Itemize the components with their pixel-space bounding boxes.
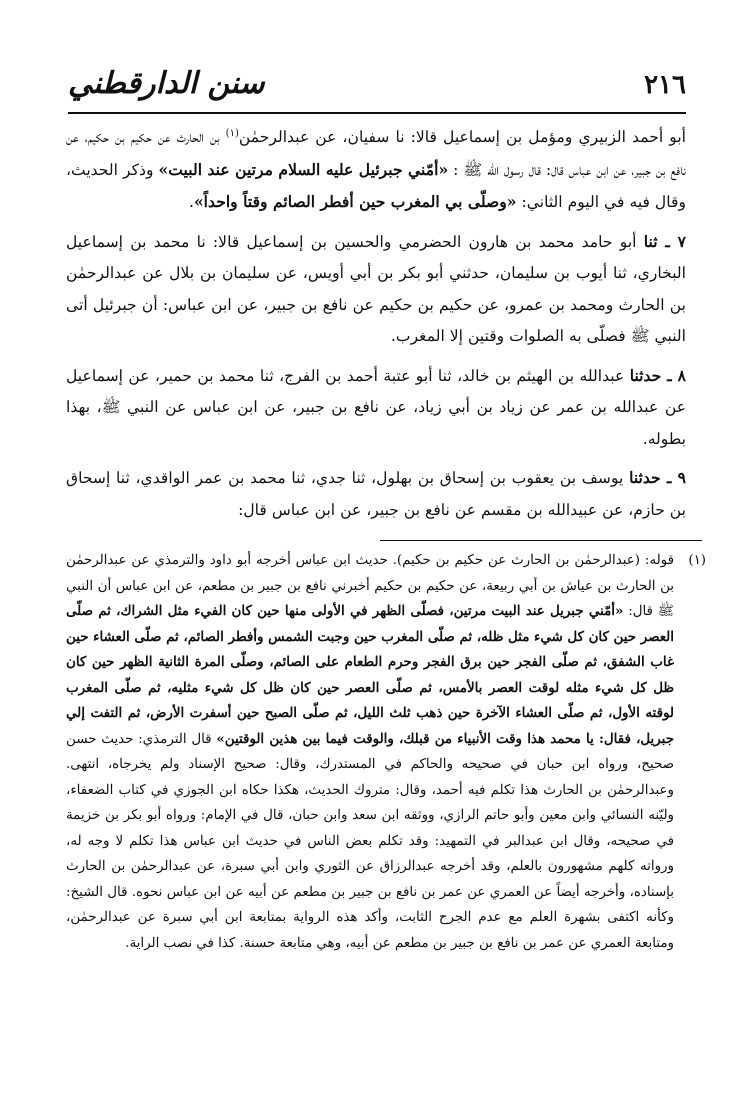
hadith-lead: ٧ ـ ثنا xyxy=(643,231,686,251)
hadith-quote: «وصلّى بي المغرب حين أفطر الصائم وقتاً واحداً» xyxy=(193,192,517,211)
hadith-lead: ٨ ـ حدثنا xyxy=(629,365,686,385)
main-text xyxy=(66,122,686,526)
page-number: ٢١٦ xyxy=(644,70,686,100)
paragraph-continuation: أبو أحمد الزبيري ومؤمل بن إسماعيل قالا: نا سفيان، عن عبدالرحمٰن$^{(١)}$ بن الحارث عن حكيم بن حكيم، عن نافع بن جبير، عن ابن عباس قال: قال رسول الله ﷺ : «أمّني جبرئيل عليه السلام مرتين عند البيت» وذكر الحديث، وقال فيه في اليوم الثاني: «وصلّى بي المغرب حين أفطر الصائم وقتاً واحداً». xyxy=(66,127,687,211)
running-title: سنن الدارقطني xyxy=(68,66,265,101)
footnote-hadith-quote: «أمّني جبريل عند البيت مرتين، فصلّى الظهر في الأولى منها حين كان الفيء مثل الشراك، ثم صلّى العصر حين كان كل شيء مثل ظله، ثم صلّى المغرب حين وجبت الشمس وأفطر الصائم، ثم صلّى العشاء حين غاب الشفق، ثم صلّى الفجر حين برق الفجر وحرم الطعام على الصائم، وصلّى المرة الثانية الظهر حين كان ظل كل شيء مثله لوقت العصر بالأمس، ثم صلّى العصر حين كان ظل كل شيء مثليه، ثم صلّى المغرب لوقته الأول، ثم صلّى العشاء الآخرة حين ذهب ثلث الليل، ثم صلّى الصبح حين أسفرت الأرض، ثم التفت إلي جبريل، فقال: يا محمد هذا وقت الأنبياء من قبلك، والوقت فيما بين هذين الوقتين» xyxy=(66,603,674,747)
hadith-8: ٨ ـ حدثنا عبدالله بن الهيثم بن خالد، ثنا أبو عتبة أحمد بن الفرج، ثنا محمد بن حمير، عن إسماعيل عن عبدالله بن عمر عن زياد بن أبي زياد، عن نافع بن جبير، عن ابن عباس عن النبي ﷺ، بهذا بطوله. xyxy=(66,365,686,448)
hadith-7: ٧ ـ ثنا أبو حامد محمد بن هارون الحضرمي والحسين بن إسماعيل قالا: نا محمد بن إسماعيل البخاري، ثنا أيوب بن سليمان، حدثني أبو بكر بن أبي أويس، عن سليمان بن بلال عن عبدالرحمٰن بن الحارث ومحمد بن عمرو، عن حكيم بن حكيم عن نافع بن جبير، عن ابن عباس: أن جبرئيل أتى النبي ﷺ فصلّى به الصلوات وقتين إلا المغرب. xyxy=(66,231,686,345)
hadith-lead: ٩ ـ حدثنا xyxy=(629,468,686,487)
header-rule xyxy=(68,112,686,114)
footnotes xyxy=(66,548,706,956)
footnote-number: (١) xyxy=(688,553,706,568)
hadith-9: ٩ ـ حدثنا يوسف بن يعقوب بن إسحاق بن بهلول، ثنا جدي، ثنا محمد بن عمر الواقدي، ثنا إسحاق بن حازم، عن عبيدالله بن مقسم عن نافع بن جبير، عن ابن عباس قال: xyxy=(66,468,686,519)
page-header xyxy=(68,66,686,110)
footnote-text: قوله: (عبدالرحمٰن بن الحارث عن حكيم بن حكيم). حديث ابن عباس أخرجه أبو داود والترمذي عن عبدالرحمٰن بن الحارث بن عياش بن أبي ربيعة، عن حكيم بن حكيم أخبرني نافع بن جبير بن مطعم، عن ابن عباس أن النبي ﷺ قال: «أمّني جبريل عند البيت مرتين، فصلّى الظهر في الأولى منها حين كان الفيء مثل الشراك، ثم صلّى العصر حين كان كل شيء مثل ظله، ثم صلّى المغرب حين وجبت الشمس وأفطر الصائم، ثم صلّى العشاء حين غاب الشفق، ثم صلّى الفجر حين برق الفجر وحرم الطعام على الصائم، وصلّى المرة الثانية الظهر حين كان ظل كل شيء مثله لوقت العصر بالأمس، ثم صلّى العصر حين كان ظل كل شيء مثليه، ثم صلّى المغرب لوقته الأول، ثم صلّى العشاء الآخرة حين ذهب ثلث الليل، ثم صلّى الصبح حين أسفرت الأرض، ثم التفت إلي جبريل، فقال: يا محمد هذا وقت الأنبياء من قبلك، والوقت فيما بين هذين الوقتين» قال الترمذي: حديث حسن صحيح، ورواه ابن حبان في صحيحه والحاكم في المستدرك، وقال: صحيح الإسناد ولم يخرجاه، انتهى. وعبدالرحمٰن بن الحارث هذا تكلم فيه أحمد، وقال: متروك الحديث، هكذا حكاه ابن الجوزي في كتاب الضعفاء، وليّنه النسائي وابن معين وأبو حاتم الرازي، ووثقه ابن سعد وابن حبان، قال في الإمام: ورواه أبو بكر بن خزيمة في صحيحه، وقال ابن عبدالبر في التمهيد: وقد تكلم بعض الناس في حديث ابن عباس هذا تكلم لا وجه له، ورواته كلهم مشهورون بالعلم، وقد أخرجه عبدالرزاق عن الثوري وابن أبي سبرة، عن عبدالرحمٰن بن الحارث بإسناده، وأخرجه أيضاً عن العمري عن عمر بن نافع بن جبير بن مطعم عن أبيه عن ابن عباس نحوه. قال الشيخ: وكأنه اكتفى بشهرة العلم مع عدم الجرح الثابت، وأكد هذه الرواية بمتابعة ابن أبي سبرة عن عبدالرحمٰن، ومتابعة العمري عن عمر بن نافع بن جبير بن مطعم عن أبيه، وهي متابعة حسنة. كذا في نصب الراية. xyxy=(66,553,674,951)
footnote-rule xyxy=(380,540,702,541)
footnote-ref: (١) xyxy=(225,127,239,139)
hadith-quote: «أمّني جبرئيل عليه السلام مرتين عند البيت» xyxy=(158,159,449,179)
